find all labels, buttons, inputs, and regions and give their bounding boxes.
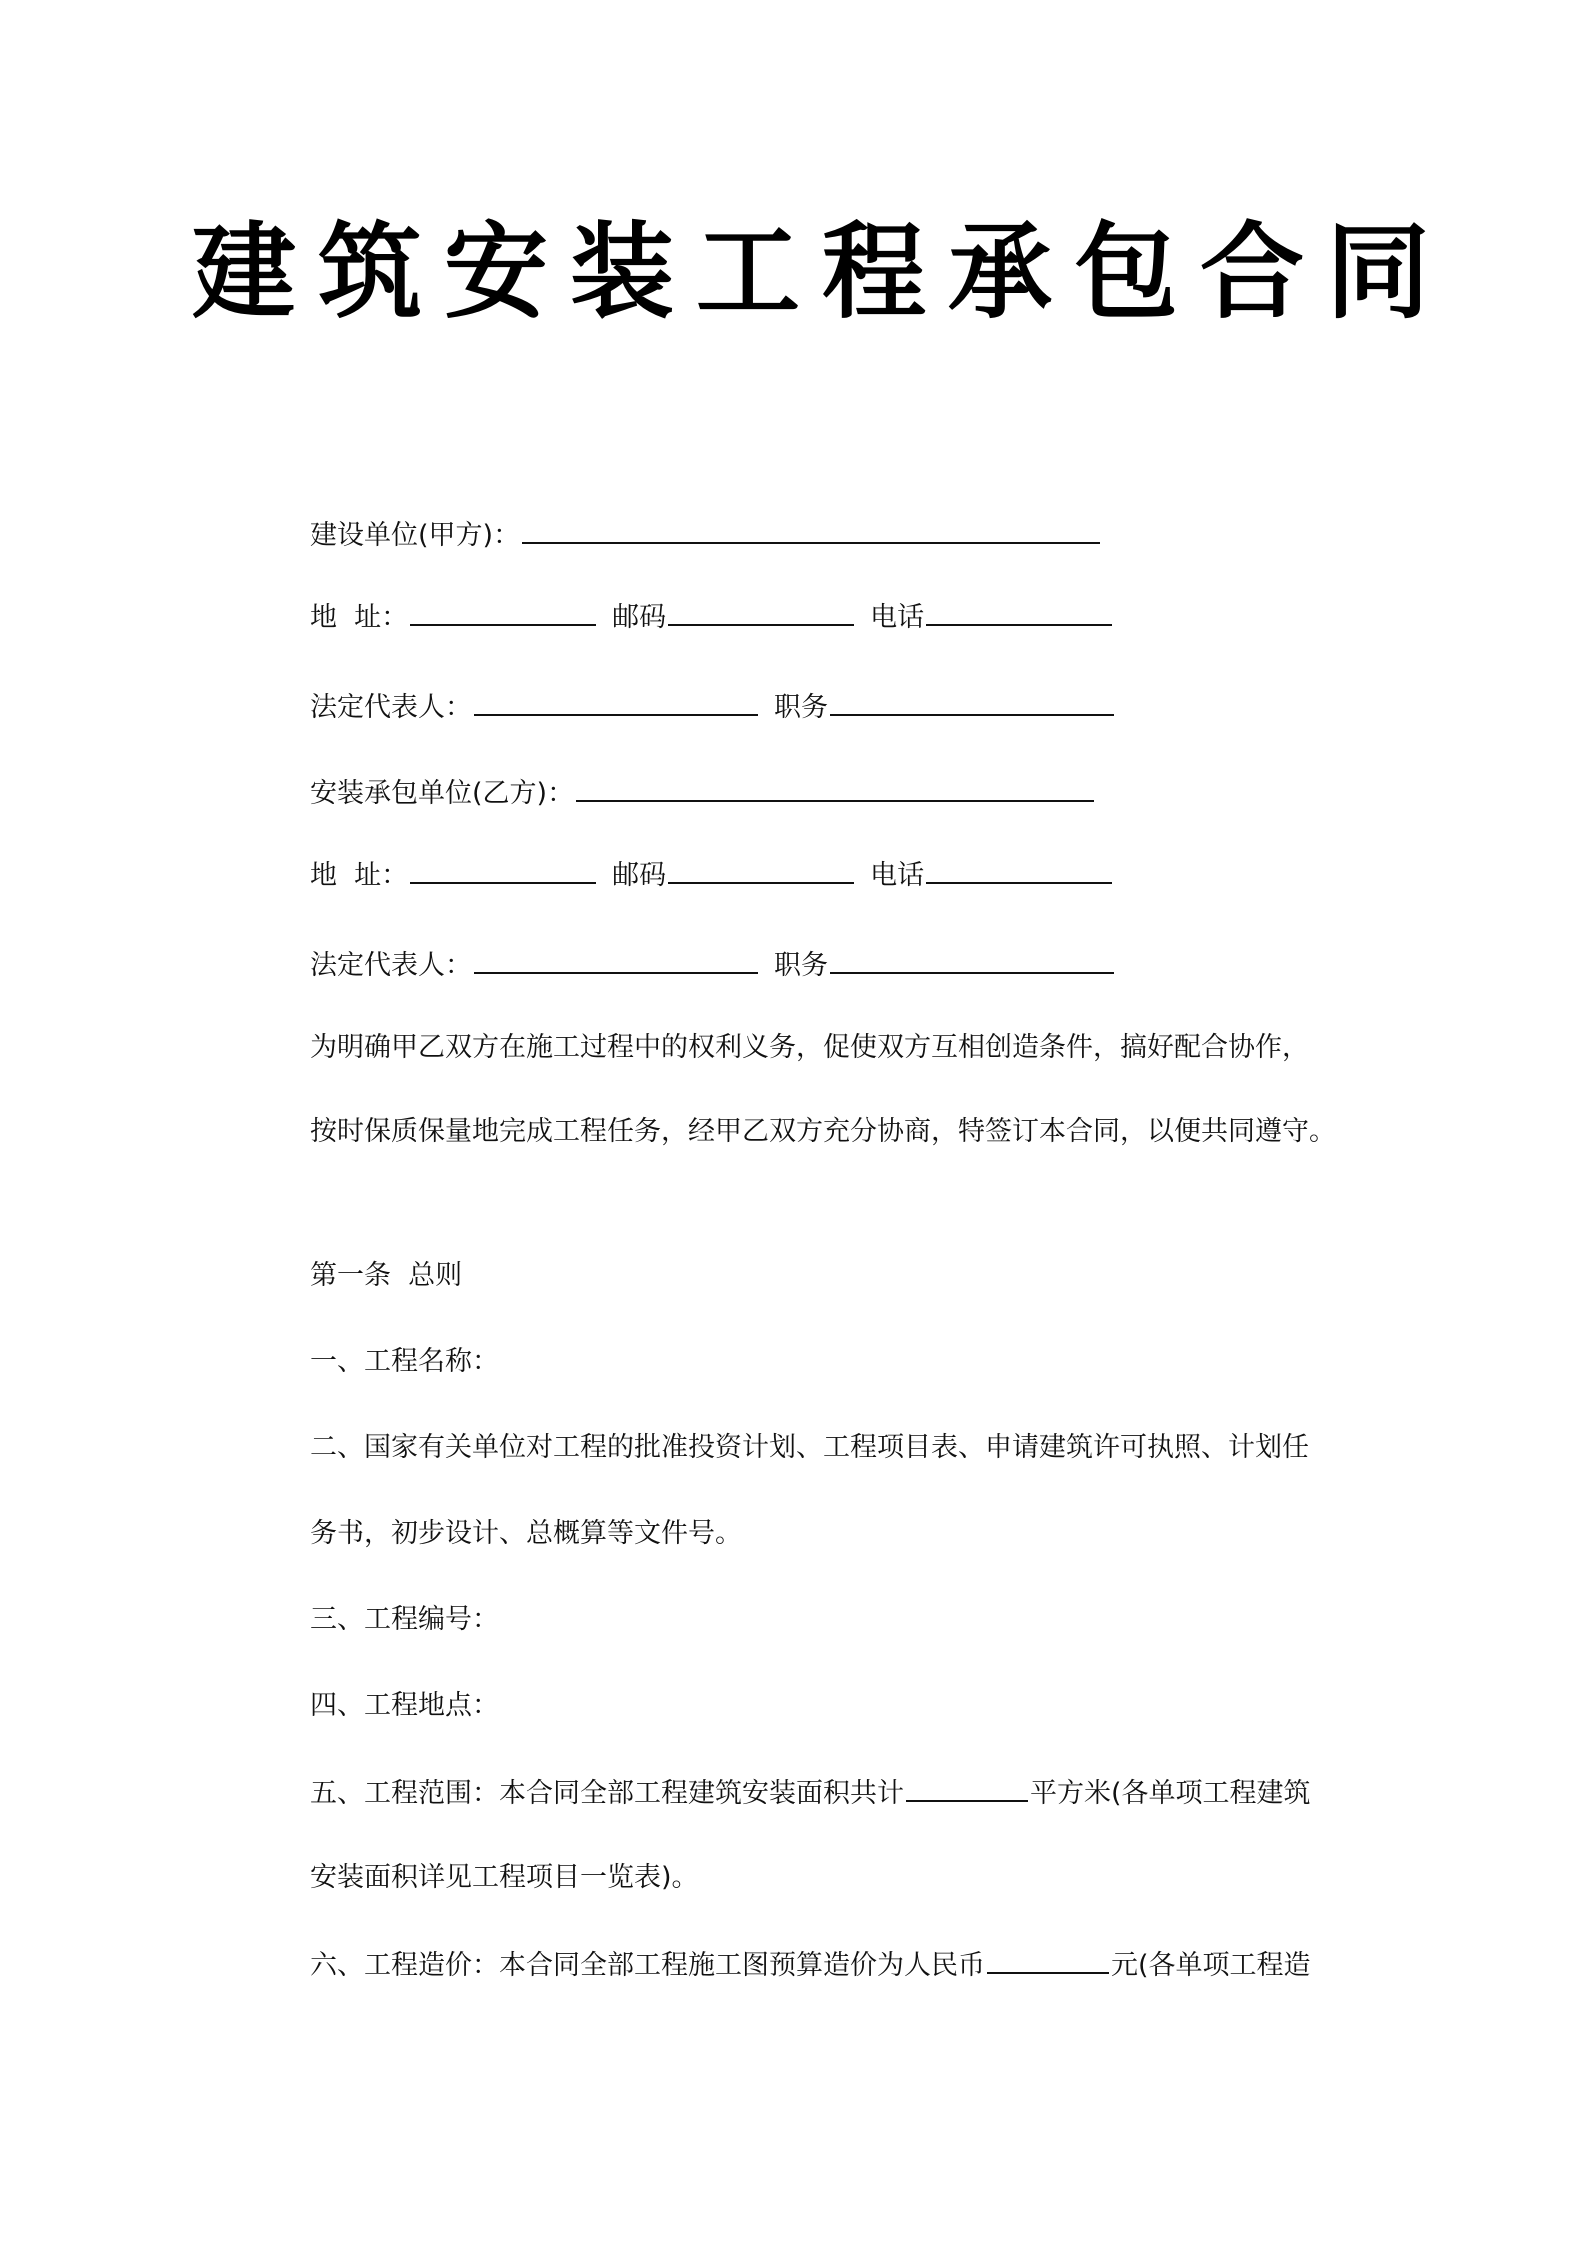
party-a-position-blank [830, 692, 1114, 716]
article-1-item-5-line-1 [310, 1778, 1311, 1807]
item-6-suffix: 元(各单项工程造 [1111, 1950, 1311, 1981]
party-a-phone-blank [926, 602, 1112, 626]
party-b-postcode-label: 邮码 [612, 860, 667, 891]
party-a-rep-blank [474, 692, 758, 716]
item-5-area-blank [906, 1778, 1028, 1802]
party-b-rep-label: 法定代表人： [310, 950, 472, 981]
party-a-unit-blank [522, 520, 1100, 544]
article-1-item-5-line-2: 安装面积详见工程项目一览表)。 [310, 1862, 699, 1893]
preamble-line-1: 为明确甲乙双方在施工过程中的权利义务，促使双方互相创造条件，搞好配合协作， [310, 1032, 1309, 1063]
party-a-unit-label: 建设单位(甲方)： [310, 520, 521, 551]
party-a-postcode-label: 邮码 [612, 602, 667, 633]
item-5-suffix: 平方米(各单项工程建筑 [1030, 1778, 1311, 1809]
party-a-rep-line [310, 692, 1116, 721]
article-1-item-3: 三、工程编号： [310, 1604, 499, 1635]
party-a-unit-line [310, 520, 1102, 549]
party-a-address-line [310, 602, 1114, 631]
party-a-position-label: 职务 [774, 692, 828, 723]
party-b-position-label: 职务 [774, 950, 828, 981]
party-b-unit-blank [576, 778, 1094, 802]
party-b-address-blank [410, 860, 596, 884]
party-b-position-blank [830, 950, 1114, 974]
party-a-postcode-blank [668, 602, 854, 626]
article-1-item-2-line-1: 二、国家有关单位对工程的批准投资计划、工程项目表、申请建筑许可执照、计划任 [310, 1432, 1309, 1463]
party-b-address-label: 地 址： [310, 860, 409, 891]
article-1-heading: 第一条 总则 [310, 1260, 463, 1291]
party-b-phone-label: 电话 [870, 860, 925, 891]
party-b-phone-blank [926, 860, 1112, 884]
party-a-rep-label: 法定代表人： [310, 692, 472, 723]
party-a-address-blank [410, 602, 596, 626]
item-6-prefix: 六、工程造价：本合同全部工程施工图预算造价为人民币 [310, 1950, 985, 1981]
item-5-prefix: 五、工程范围：本合同全部工程建筑安装面积共计 [310, 1778, 904, 1809]
party-a-phone-label: 电话 [870, 602, 925, 633]
party-b-rep-blank [474, 950, 758, 974]
article-1-item-4: 四、工程地点： [310, 1690, 499, 1721]
preamble-line-2: 按时保质保量地完成工程任务，经甲乙双方充分协商，特签订本合同，以便共同遵守。 [310, 1116, 1336, 1147]
item-6-price-blank [987, 1950, 1109, 1974]
party-b-postcode-blank [668, 860, 854, 884]
article-1-item-2-line-2: 务书，初步设计、总概算等文件号。 [310, 1518, 742, 1549]
party-b-unit-line [310, 778, 1096, 807]
article-1-item-6-line-1 [310, 1950, 1311, 1979]
party-b-rep-line [310, 950, 1116, 979]
party-b-unit-label: 安装承包单位(乙方)： [310, 778, 575, 809]
article-1-item-1: 一、工程名称： [310, 1346, 499, 1377]
party-a-address-label: 地 址： [310, 602, 409, 633]
party-b-address-line [310, 860, 1114, 889]
document-title: 建筑安装工程承包合同 [192, 211, 1453, 333]
